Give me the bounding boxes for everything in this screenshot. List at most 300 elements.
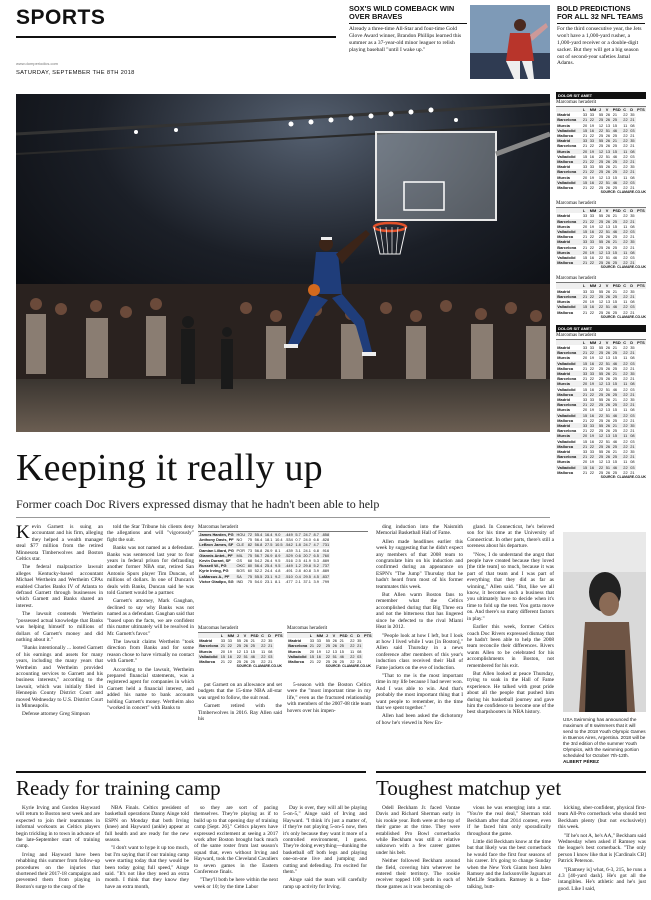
stat-cell: 22 [623, 365, 628, 371]
stat-cell: 21 [630, 185, 635, 191]
stat-cell: 25 [338, 643, 349, 648]
column-header: V [604, 208, 611, 213]
stat-cell: 16 [589, 386, 595, 392]
stat-cell: 26 [605, 185, 611, 191]
paragraph: Kyrie Irving and Gordon Hayward will return to Boston next week and are expected to join their teammates in informal workouts as Celtics players begin trickling in to town in advance of the late-September start of training camp. [16, 805, 100, 850]
stat-cell: 46 [338, 654, 349, 659]
team-name: Madrid [557, 396, 571, 402]
story-title-matchup: Toughest matchup yet [376, 776, 562, 800]
stat-cell: MIL [235, 553, 246, 558]
player-name: Victor Oladipo, SG [199, 578, 234, 584]
team-name: Valladolid [556, 180, 582, 185]
paragraph: NBA Finals. Celtics president of basketball operations Danny Ainge told ESPN on Monday that both Irving (knee) and Hayward (ankle) appear at full health and are ready for the new season. [105, 805, 189, 844]
stat-cell: 15 [582, 304, 588, 310]
stat-cell: 25 [612, 133, 618, 139]
team-name: Valladolid [288, 653, 307, 659]
stat-cell: 55 [598, 239, 604, 245]
stat-cell: 25 [612, 309, 618, 315]
stat-cell: 52.2 [254, 568, 263, 574]
stat-cell: 25 [611, 117, 622, 122]
stat-cell: 25 [598, 117, 604, 123]
team-name: Valladolid [557, 153, 576, 159]
stat-cell: 55 [598, 370, 604, 376]
stat-cell: 10.5 [275, 542, 283, 548]
stat-cell: 22 [623, 169, 628, 175]
stat-cell: 33 [582, 213, 588, 219]
stat-cell: 22 [623, 428, 628, 434]
paragraph: But Allen warm Boston fans to remember what the Celtics accomplished during that Big Three era and not the bitterness that has lingered since he defected to the rival Miami Heat in 2012. [376, 592, 463, 631]
stat-cell: 22 [261, 653, 266, 659]
stat-cell: 22 [623, 391, 628, 397]
team-name: Murcia [556, 149, 582, 154]
stat-cell: 25 [598, 234, 604, 240]
team-name: Mallorca [557, 133, 574, 139]
stat-cell: 22 [623, 422, 628, 428]
stat-cell: CLE [235, 542, 246, 547]
stat-cell: 21 [582, 218, 588, 224]
stat-cell: 25 [598, 454, 604, 460]
stat-cell: .510 [285, 573, 293, 579]
stat-cell: 22 [623, 288, 628, 294]
paragraph: "Banks intentionally ... looted Garnett of his earnings and assets for many years, including the many years that Wertheim and Wertheim provided accounting services to Garnett and his business interests," according to the lawsuit, which was initially filed in Hennepin County District Court and moved Wednesday to U.S. District Court in Minneapolis. [16, 645, 103, 709]
paragraph: Little did Beckham know at the time but that likely was the best cornerback he would face the first four seasons of his career. It's going to change Sunday when the New York Giants host Jalen Ramsey and the Jacksonville Jaguars at MetLife Stadium. Ramsey is a fast-talking, butt- [467, 839, 551, 890]
stat-cell: 25 [598, 443, 604, 449]
stat-cell: 51 [605, 360, 611, 366]
stat-cell: 25 [612, 376, 618, 382]
column-header: C [349, 633, 356, 638]
teaser-rule [557, 23, 645, 24]
stat-cell: 5.2 [313, 563, 319, 569]
stat-cell: 16 [589, 153, 595, 159]
player-name: Kyrie Irving, PG [199, 568, 229, 574]
team-name: Valladolid [199, 653, 218, 659]
player-name: Russell W., PG [198, 563, 235, 568]
team-name: Murcia [556, 381, 582, 386]
stat-cell: 21 [582, 428, 588, 434]
stat-cell: 25 [612, 244, 618, 250]
paragraph: kicking, uber-confident, physical first-team All-Pro cornerback who should test Beckham plenty (but not exclusively) this week. [558, 805, 646, 831]
stat-cell: 26 [605, 218, 611, 224]
stat-cell: 2.8 [295, 568, 301, 574]
column-header: PTS [637, 107, 645, 112]
stat-cell: 22 [350, 638, 355, 644]
stat-cell: 21 [630, 143, 635, 149]
stat-cell: 03 [268, 653, 273, 659]
stat-cell: 3.1 [295, 547, 301, 553]
stat-cell: 13 [605, 459, 611, 465]
stat-cell: 55.5 [254, 573, 263, 579]
stat-cell: 21 [309, 659, 315, 665]
stat-cell: .837 [321, 573, 330, 579]
table-row [556, 459, 646, 464]
stat-cell: 26 [605, 293, 611, 299]
stat-cell: 21 [582, 443, 588, 449]
stat-cell: 21 [630, 365, 635, 371]
team-name: Mallorca [557, 234, 574, 240]
stat-cell: 13 [605, 148, 611, 154]
stat-cell: 11 [623, 459, 628, 465]
stat-cell: 16 [588, 304, 597, 309]
teaser-body: Already a three-time All-Star and four-time Gold Glove Award winner, Brandon Phillips learned this summer as a 37-year-old minor leaguer to relish playing baseball "until I wake up." [349, 26, 462, 53]
stat-cell: 21 [582, 293, 588, 299]
stat-cell: 8.1 [275, 578, 281, 584]
paragraph: Allen had been asked the dichotomy of how he's viewed in New En- [376, 713, 463, 726]
team-name: Valladolid [556, 304, 582, 309]
league-table [198, 633, 284, 664]
paragraph: gland. In Connecticut, he's beloved son for his time at the University of Connecticut. In other parts, there's still a soreness about his departure. [467, 524, 554, 550]
stat-cell: 11 [623, 407, 628, 413]
stat-cell: 26 [605, 417, 611, 423]
table-row [556, 361, 646, 366]
stat-cell: 22 [261, 638, 266, 644]
stat-cell: POR [236, 547, 245, 553]
stat-cell: 21 [582, 159, 588, 165]
paragraph: But Allen looked at peace Thursday, trying to soak in the Hall of Fame experience. He talked with great pride about all the people that pushed him during his basketball journey and gave him the confidence to become one of the best sharpshooters in NBA history. [467, 670, 554, 716]
stat-cell: 21 [630, 218, 635, 224]
stat-cell: 26 [605, 143, 611, 149]
stat-cell: 22 [588, 350, 597, 355]
stat-cell: 26.9 [264, 552, 273, 558]
teaser-nfl[interactable] [557, 5, 645, 67]
stat-cell: .916 [321, 547, 330, 553]
team-name: Mallorca [288, 659, 305, 665]
stat-cell: 26 [605, 350, 611, 356]
teaser-sox[interactable] [349, 5, 467, 54]
stat-cell: 10.4 [275, 537, 283, 543]
stat-cell: 26 [605, 448, 611, 454]
stat-cell: 26 [605, 244, 611, 250]
stat-cell: 22 [623, 133, 628, 139]
stat-cell: 22 [589, 428, 595, 434]
team-name: Madrid [288, 638, 302, 644]
league-table [556, 283, 646, 314]
team-name: Madrid [556, 239, 582, 244]
team-name: Madrid [556, 423, 582, 428]
team-name: Madrid [557, 164, 571, 170]
stat-cell: 51 [605, 412, 611, 418]
stat-cell: 22 [623, 344, 628, 350]
team-name: Barcelona [556, 350, 582, 355]
stat-cell: 22 [623, 309, 628, 315]
stat-cell: 03 [357, 653, 362, 659]
stat-cell: 15 [611, 250, 622, 255]
stat-cell: 20 [582, 223, 588, 229]
stat-cell: 22 [589, 244, 595, 250]
stat-cell: 22 [589, 365, 595, 371]
stat-cell: 22 [598, 255, 604, 261]
paragraph: According to the lawsuit, Wertheim prepared financial statements, was a registered agent for companies in which Garnett held a financial interest, and added his name to bank accounts holding Garnett's money. Wertheim also "worked in concert" with Banks to [107, 666, 194, 711]
stat-cell: 19 [589, 223, 595, 229]
stat-cell: 27.5 [264, 542, 273, 548]
stat-cell: 12 [598, 223, 604, 229]
team-name: Valladolid [557, 386, 576, 392]
table-subhead: Marcomas heraderit [556, 332, 646, 340]
stat-cell: 56.4 [254, 537, 263, 543]
team-name: Murcia [288, 648, 301, 654]
team-name: Murcia [557, 459, 570, 465]
stat-cell: 26 [605, 234, 611, 240]
stat-cell: 21 [582, 309, 588, 315]
stat-cell: 35 [630, 448, 635, 454]
paragraph: "They'll both be here within the next week or 10; by the time Labor [194, 877, 278, 890]
stat-cell: 33 [582, 344, 588, 350]
stat-cell: 15 [611, 433, 622, 438]
paragraph: Day is over, they will all be playing 5-on-5," Ainge said of Irving and Hayward. "I think it's just a matter of, if they're not playing 5-on-5 now, then it's only because they want it more of a controlled environment, I guess. They're doing everything—dunking the basketball off both legs and playing one-on-one live and jumping and cutting and defending. I'm excited for them." [283, 805, 367, 876]
stat-cell: 21 [582, 365, 588, 371]
stat-cell: 08 [630, 249, 635, 255]
team-name: Madrid [556, 138, 582, 143]
stat-cell: 15 [612, 355, 618, 361]
column-header: D [356, 633, 363, 638]
stat-cell: 12 [325, 648, 331, 654]
stat-cell: 22 [623, 179, 628, 185]
team-name: Murcia [556, 250, 582, 255]
stat-cell: HOU [236, 532, 246, 537]
column-header: J [598, 208, 605, 213]
table-dark-header: DOLOR SIT AMET [556, 325, 646, 332]
table-row [556, 413, 646, 418]
column-header: J [598, 340, 605, 345]
stat-cell: 03 [630, 255, 635, 261]
stat-cell: .449 [285, 563, 293, 569]
stat-cell: 9.5 [274, 563, 284, 568]
stat-cell: 25 [598, 365, 604, 371]
stat-cell: 22 [623, 239, 628, 245]
stat-cell: 22 [598, 229, 604, 235]
stat-cell: 22 [623, 293, 628, 299]
stat-cell: 25 [598, 260, 604, 266]
column-header: L [582, 340, 589, 345]
stat-cell: 51 [605, 255, 611, 261]
stat-cell: 11 [623, 355, 628, 361]
inline-table-left [198, 625, 282, 668]
column-header: V [604, 283, 611, 288]
stat-cell: 13 [605, 249, 611, 255]
team-name: Barcelona [556, 169, 582, 174]
masthead-rule [16, 36, 336, 38]
stat-cell: 33 [582, 288, 588, 294]
stat-cell: 16 [589, 438, 595, 444]
stat-cell: 21 [630, 454, 635, 460]
stat-cell: 22 [588, 454, 597, 459]
stat-cell: 22 [623, 112, 628, 118]
stat-cell: 22 [589, 185, 595, 191]
stat-cell: 21 [630, 443, 635, 449]
stat-cell: 03 [630, 464, 635, 470]
player-name: Anthony Davis, PF [199, 537, 234, 543]
stat-cell: 55 [598, 288, 604, 294]
paragraph: ding induction into the Naismith Memorial Basketball Hall of Fame. [376, 524, 463, 537]
lead-col-1 [16, 524, 103, 720]
stat-cell: .491 [285, 568, 293, 574]
stat-cell: .529 [285, 552, 293, 558]
stat-cell: 23.1 [264, 573, 273, 579]
stat-cell: 22 [315, 643, 324, 648]
stat-cell: 08 [630, 174, 635, 180]
stat-cell: 51 [605, 153, 611, 159]
stat-cell: 25 [339, 659, 344, 665]
stat-cell: 22 [623, 386, 628, 392]
stat-cell: 26.9 [264, 547, 273, 553]
stat-cell: 22 [588, 219, 597, 224]
stat-cell: 80 [247, 563, 253, 569]
team-name: Madrid [557, 288, 571, 294]
team-name: Mallorca [556, 444, 582, 449]
team-name: Valladolid [556, 413, 582, 418]
team-name: Mallorca [556, 392, 582, 397]
stat-cell: 26 [605, 213, 611, 219]
stat-cell: 11 [350, 648, 355, 654]
stat-cell: 26.4 [264, 558, 273, 564]
stat-cell: .534 [285, 537, 293, 543]
stat-cell: 15 [582, 153, 588, 159]
stat-cell: 13 [243, 648, 248, 654]
table-source: SOURCE: CLAMARE.CO.UK [600, 474, 646, 479]
stat-cell: 22 [623, 234, 628, 240]
caption-text: USA Swimming has announced the maximum of 8 swimmers that it will send to the 2018 Youth Olympic Games in Buenos Aires, Argentina. 2018 will be the 3rd edition of the summer Youth Olympics, with the swimming portion scheduled for October 7th-12th. [563, 717, 646, 758]
stat-cell: 21 [582, 133, 588, 139]
team-name: Murcia [199, 648, 212, 654]
player-name: LaMarcus A., PF [198, 574, 235, 579]
stat-cell: 22 [316, 659, 321, 665]
stat-cell: 46 [611, 128, 622, 133]
stat-cell: 20 [582, 381, 588, 387]
stat-cell: 24.1 [303, 547, 311, 553]
stat-cell: 11 [623, 299, 628, 305]
stat-cell: 15 [612, 223, 618, 229]
stat-cell: 25 [598, 218, 604, 224]
stat-cell: 21 [582, 469, 588, 475]
stat-cell: 35 [268, 638, 273, 644]
stat-cell: 26 [243, 659, 248, 665]
stat-cell: 24.7 [303, 542, 311, 548]
stat-cell: 21 [582, 376, 588, 382]
stat-cell: 46 [612, 438, 618, 444]
stat-cell: 25 [612, 469, 618, 475]
table-row [556, 407, 646, 412]
stat-cell: 03 [630, 304, 635, 310]
stat-cell: OKC [236, 563, 245, 569]
team-name: Murcia [557, 407, 570, 413]
stat-cell: 21 [582, 185, 588, 191]
league-table [556, 340, 646, 475]
stat-cell: 33 [588, 423, 597, 428]
bottom-right-col-3 [558, 805, 646, 897]
bottom-left-col-3 [194, 805, 278, 897]
stat-cell: 26 [605, 117, 611, 123]
column-header: L [308, 633, 315, 638]
table-row [198, 542, 330, 547]
stat-cell: 4.7 [313, 542, 319, 548]
team-name: Madrid [199, 638, 213, 644]
stat-cell: 20 [309, 648, 315, 654]
stat-cell: 22 [623, 185, 628, 191]
stat-cell: 75 [247, 573, 253, 579]
stat-cell: 3.9 [313, 578, 319, 584]
stat-cell: 35 [630, 344, 635, 350]
stat-cell: 21 [630, 133, 635, 139]
stat-cell: 24.7 [303, 532, 311, 537]
bottom-left-col-1 [16, 805, 100, 897]
table-row [556, 439, 646, 444]
team-name: Valladolid [557, 438, 576, 444]
column-header: PSD [339, 633, 348, 638]
stat-cell: 08 [630, 299, 635, 305]
stat-cell: 08 [630, 148, 635, 154]
stat-cell: 16 [588, 465, 597, 470]
stat-cell: 08 [630, 407, 635, 413]
stat-cell: 15 [582, 438, 588, 444]
team-name: Murcia [557, 299, 570, 305]
stat-cell: 19 [589, 459, 595, 465]
stat-cell: 33 [582, 239, 588, 245]
stat-cell: 15 [612, 122, 618, 128]
column-header: PSD [250, 633, 259, 638]
stat-cell: 15 [612, 174, 618, 180]
stat-cell: 08 [630, 381, 635, 387]
stat-cell: 22 [226, 643, 235, 648]
stat-cell: 22 [623, 218, 628, 224]
stat-cell: 8.9 [274, 553, 284, 558]
stat-cell: 33 [227, 638, 232, 644]
stat-cell: 22 [227, 659, 232, 665]
stat-cell: 25 [611, 294, 622, 299]
table-source: SOURCE: CLAMARE.CO.UK [236, 664, 282, 669]
stat-cell: 25 [598, 169, 604, 175]
stat-cell: 21 [268, 659, 273, 665]
table-row [556, 304, 646, 309]
stat-cell: 22 [598, 438, 604, 444]
stat-cell: 15 [611, 149, 622, 154]
stat-cell: 4.5 [313, 573, 319, 579]
table-row [556, 169, 646, 174]
stat-cell: 11 [623, 381, 628, 387]
paragraph: Odell Beckham Jr. faced Vontae Davis and Richard Sherman early in his rookie year. Both were at the top of their game at the time. They were established Pro Bowl cornerbacks while Beckham was still a relative unknown with a few career games under his belt. [376, 805, 460, 856]
team-name: Mallorca [556, 159, 582, 164]
stat-cell: 21 [630, 260, 635, 266]
stat-cell: 21 [582, 350, 588, 356]
site-url[interactable]: www.domperiodics.com [16, 61, 59, 66]
stat-cell: 08 [268, 648, 273, 654]
table-subhead: Marcomas heraderit [198, 625, 282, 633]
paragraph: told the Star Tribune his clients deny the allegations and will "vigorously" fight the suit. [107, 524, 194, 543]
table-dark-header: DOLOR SIT AMET [556, 92, 646, 99]
stat-cell: 22 [623, 360, 628, 366]
hero-photo-dunk [16, 94, 550, 432]
stat-cell: 33 [316, 638, 321, 644]
stat-cell: 19 [589, 122, 595, 128]
table-row [556, 355, 646, 360]
stat-cell: 25 [598, 309, 604, 315]
stat-cell: .737 [321, 563, 330, 569]
stat-cell: 21 [630, 309, 635, 315]
stat-cell: 22 [589, 234, 595, 240]
column-header: V [604, 107, 611, 112]
column-header: L [582, 107, 589, 112]
stat-cell: 16 [588, 180, 597, 185]
stat-cell: 21 [612, 448, 618, 454]
stat-cell: 21 [630, 234, 635, 240]
stat-cell: 21 [612, 112, 618, 118]
stat-cell: 16 [589, 255, 595, 261]
stat-cell: 55 [598, 213, 604, 219]
stat-cell: 25 [598, 244, 604, 250]
stat-cell: 26 [243, 643, 248, 649]
stat-cell: 22 [589, 376, 595, 382]
stat-cell: 46 [612, 255, 618, 261]
stat-cell: 03 [630, 179, 635, 185]
stat-cell: 33 [582, 138, 588, 144]
